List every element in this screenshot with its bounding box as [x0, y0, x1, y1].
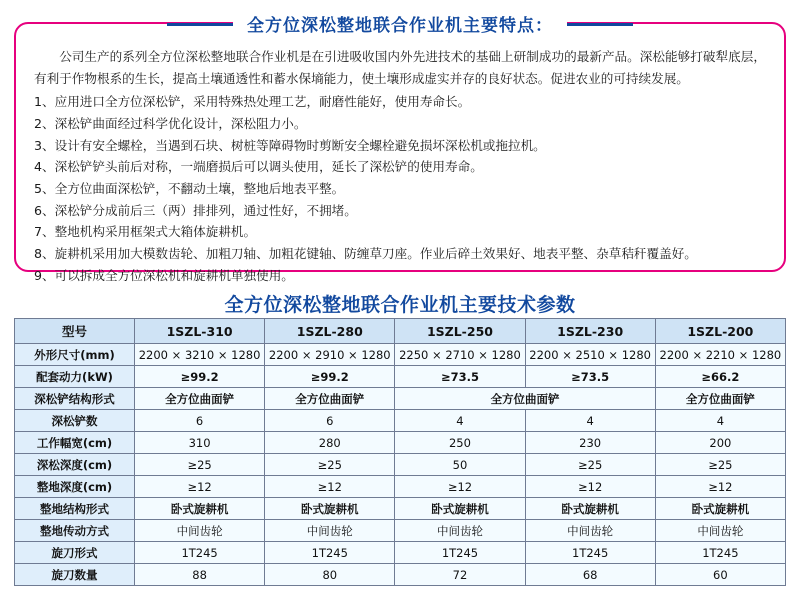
list-item: 6、深松铲分成前后三（两）排排列，通过性好，不拥堵。 — [34, 202, 357, 218]
table-cell: 中间齿轮 — [655, 520, 785, 542]
table-cell: 280 — [265, 432, 395, 454]
table-cell: 中间齿轮 — [395, 520, 525, 542]
title-rule-right-decoration — [567, 23, 633, 26]
table-cell: 卧式旋耕机 — [395, 498, 525, 520]
table-row — [15, 564, 786, 586]
row-label: 整地深度(cm) — [15, 476, 135, 498]
feature-panel — [14, 16, 786, 283]
row-label: 旋刀形式 — [15, 542, 135, 564]
table-row — [15, 366, 786, 388]
table-cell: ≥12 — [265, 476, 395, 498]
row-label: 外形尺寸(mm) — [15, 344, 135, 366]
table-cell: 80 — [265, 564, 395, 586]
table-cell: 中间齿轮 — [135, 520, 265, 542]
column-header: 1SZL-280 — [265, 319, 395, 344]
list-item: 3、设计有安全螺栓，当遇到石块、树桩等障碍物时剪断安全螺栓避免损坏深松机或拖拉机。 — [34, 137, 546, 153]
table-cell: 72 — [395, 564, 525, 586]
table-cell: 6 — [265, 410, 395, 432]
table-cell: 2200 × 2910 × 1280 — [265, 344, 395, 366]
table-cell: 4 — [655, 410, 785, 432]
column-header: 1SZL-310 — [135, 319, 265, 344]
title-rule-left-decoration — [167, 23, 233, 26]
table-cell: ≥25 — [525, 454, 655, 476]
table-cell: ≥12 — [395, 476, 525, 498]
table-row — [15, 498, 786, 520]
table-row — [15, 476, 786, 498]
table-cell: ≥25 — [135, 454, 265, 476]
table-cell: ≥12 — [525, 476, 655, 498]
row-label: 深松深度(cm) — [15, 454, 135, 476]
table-cell: 68 — [525, 564, 655, 586]
table-cell: ≥66.2 — [655, 366, 785, 388]
table-cell: 200 — [655, 432, 785, 454]
table-cell: ≥99.2 — [135, 366, 265, 388]
row-label: 配套动力(kW) — [15, 366, 135, 388]
feature-panel-title-text: 全方位深松整地联合作业机主要特点： — [247, 16, 553, 36]
spec-table-wrapper — [14, 318, 786, 586]
table-cell: 230 — [525, 432, 655, 454]
feature-panel-body — [34, 46, 766, 286]
feature-intro-paragraph: 公司生产的系列全方位深松整地联合作业机是在引进吸收国内外先进技术的基础上研制成功的最新产品。深松能够打破犁底层，有利于作物根系的生长，提高土壤通透性和蓄水保墒能力，使土壤形成虚实并存的良好状态。促进农业的可持续发展。 — [34, 49, 766, 86]
table-cell: 1T245 — [655, 542, 785, 564]
list-item: 8、旋耕机采用加大模数齿轮、加粗刀轴、加粗花键轴、防缠草刀座。作业后碎土效果好、地表平整、杂草秸秆覆盖好。 — [34, 245, 697, 261]
table-row — [15, 410, 786, 432]
table-cell: 60 — [655, 564, 785, 586]
table-cell: 1T245 — [395, 542, 525, 564]
table-row — [15, 454, 786, 476]
list-item: 2、深松铲曲面经过科学优化设计，深松阻力小。 — [34, 115, 307, 131]
table-cell: 全方位曲面铲 — [265, 388, 395, 410]
table-cell: 1T245 — [135, 542, 265, 564]
row-label: 整地结构形式 — [15, 498, 135, 520]
table-cell: 88 — [135, 564, 265, 586]
spec-table — [14, 318, 786, 586]
table-row — [15, 388, 786, 410]
column-header: 1SZL-250 — [395, 319, 525, 344]
table-cell: 4 — [395, 410, 525, 432]
table-cell: 卧式旋耕机 — [525, 498, 655, 520]
column-header: 型号 — [15, 319, 135, 344]
spec-section-title: 全方位深松整地联合作业机主要技术参数 — [224, 294, 576, 316]
table-cell: ≥99.2 — [265, 366, 395, 388]
column-header: 1SZL-200 — [655, 319, 785, 344]
feature-panel-title-wrap — [16, 11, 784, 36]
table-cell: 2250 × 2710 × 1280 — [395, 344, 525, 366]
table-cell: ≥73.5 — [525, 366, 655, 388]
feature-list — [34, 91, 766, 286]
row-label: 工作幅宽(cm) — [15, 432, 135, 454]
table-cell: 1T245 — [525, 542, 655, 564]
table-cell: 250 — [395, 432, 525, 454]
table-cell: 2200 × 3210 × 1280 — [135, 344, 265, 366]
list-item: 7、整地机构采用框架式大箱体旋耕机。 — [34, 224, 257, 240]
table-cell: 2200 × 2210 × 1280 — [655, 344, 785, 366]
table-header-row — [15, 319, 786, 344]
column-header: 1SZL-230 — [525, 319, 655, 344]
table-cell: 50 — [395, 454, 525, 476]
table-row — [15, 432, 786, 454]
table-cell: 卧式旋耕机 — [265, 498, 395, 520]
table-cell: 中间齿轮 — [265, 520, 395, 542]
table-cell: 4 — [525, 410, 655, 432]
table-cell: 全方位曲面铲 — [395, 388, 655, 410]
table-cell: ≥25 — [265, 454, 395, 476]
table-cell: 中间齿轮 — [525, 520, 655, 542]
table-cell: ≥25 — [655, 454, 785, 476]
row-label: 整地传动方式 — [15, 520, 135, 542]
table-cell: 卧式旋耕机 — [135, 498, 265, 520]
list-item: 5、全方位曲面深松铲，不翻动土壤，整地后地表平整。 — [34, 180, 345, 196]
row-label: 深松铲结构形式 — [15, 388, 135, 410]
feature-panel-title — [233, 11, 567, 36]
table-cell: 卧式旋耕机 — [655, 498, 785, 520]
table-cell: 全方位曲面铲 — [655, 388, 785, 410]
table-row — [15, 520, 786, 542]
table-cell: ≥73.5 — [395, 366, 525, 388]
list-item: 4、深松铲铲头前后对称，一端磨损后可以调头使用，延长了深松铲的使用寿命。 — [34, 159, 483, 175]
list-item: 9、可以拆成全方位深松机和旋耕机单独使用。 — [34, 267, 294, 283]
table-cell: 310 — [135, 432, 265, 454]
table-row — [15, 542, 786, 564]
list-item: 1、应用进口全方位深松铲，采用特殊热处理工艺，耐磨性能好，使用寿命长。 — [34, 94, 471, 110]
row-label: 深松铲数 — [15, 410, 135, 432]
table-cell: 1T245 — [265, 542, 395, 564]
table-cell: 2200 × 2510 × 1280 — [525, 344, 655, 366]
table-cell: ≥12 — [655, 476, 785, 498]
table-row — [15, 344, 786, 366]
table-cell: 6 — [135, 410, 265, 432]
table-cell: ≥12 — [135, 476, 265, 498]
row-label: 旋刀数量 — [15, 564, 135, 586]
table-cell: 全方位曲面铲 — [135, 388, 265, 410]
